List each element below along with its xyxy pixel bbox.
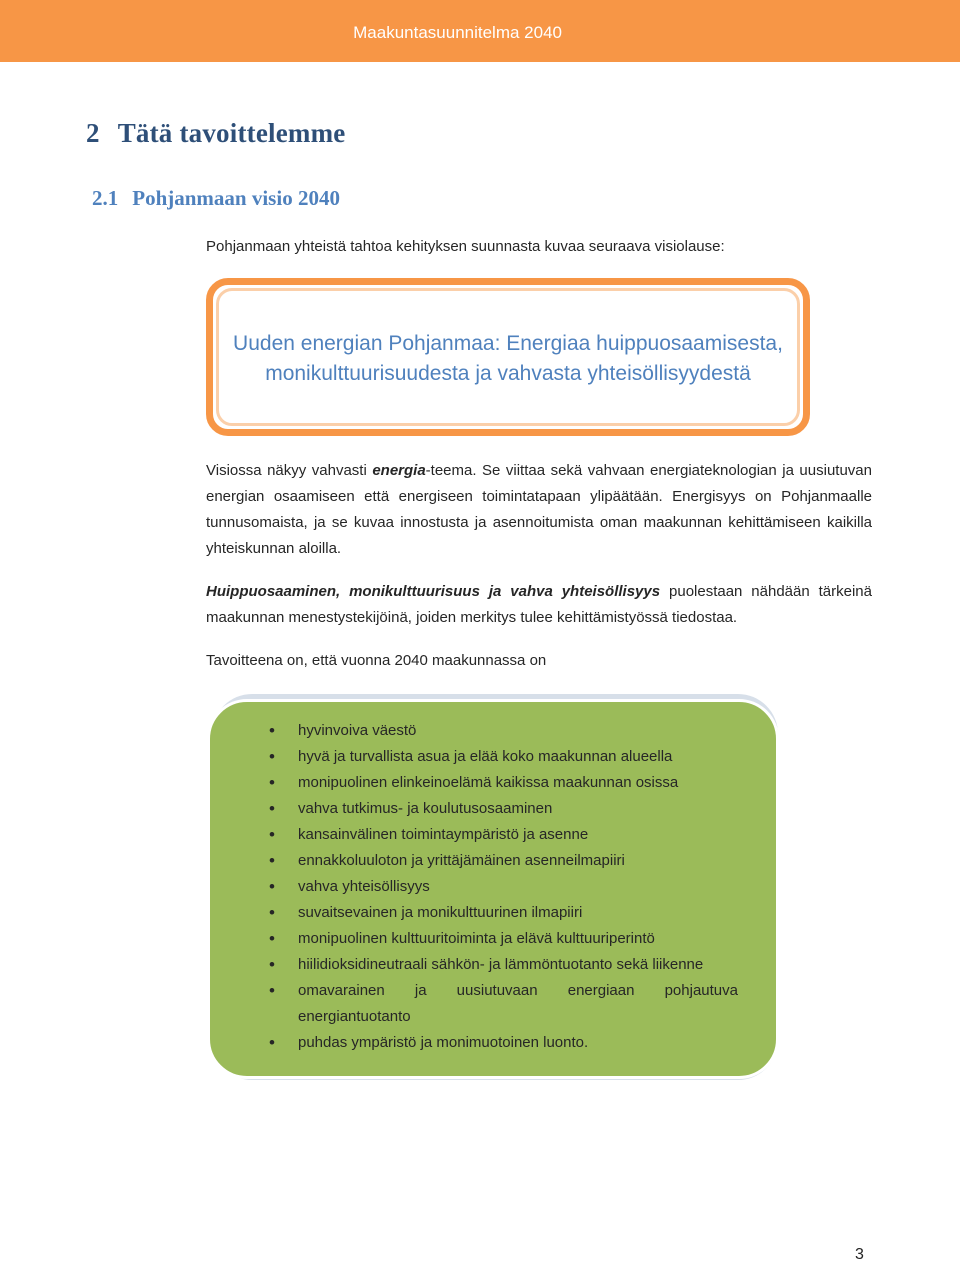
goal-item: • hiilidioksidineutraali sähkön- ja lämmöntuotanto sekä liikenne <box>248 952 768 978</box>
header-title: Maakuntasuunnitelma 2040 <box>353 23 562 42</box>
goal-item: • suvaitsevainen ja monikulttuurinen ilmapiiri <box>248 900 768 926</box>
goal-item: • hyvä ja turvallista asua ja elää koko maakunnan alueella <box>248 744 768 770</box>
energy-emphasis: energia <box>372 462 426 479</box>
goal-item: • hyvinvoiva väestö <box>248 718 768 744</box>
section-title: Tätä tavoittelemme <box>117 118 346 148</box>
energy-paragraph-start: Visiossa näkyy vahvasti <box>206 462 373 479</box>
vision-line-2: monikulttuurisuudesta ja vahvasta yhteisöllisyydestä <box>265 362 751 385</box>
goals-intro: Tavoitteena on, että vuonna 2040 maakunnassa on <box>206 652 547 669</box>
intro-paragraph: Pohjanmaan yhteistä tahtoa kehityksen suunnasta kuvaa seuraava visiolause: <box>206 238 725 255</box>
goal-item: • monipuolinen kulttuuritoiminta ja elävä kulttuuriperintö <box>248 926 768 952</box>
subsection-number: 2.1 <box>92 186 119 210</box>
goal-item: • vahva yhteisöllisyys <box>248 874 768 900</box>
goal-item: • omavarainen ja uusiutuvaan energiaan pohjautuva energiantuotanto <box>248 978 768 1030</box>
subsection-title: Pohjanmaan visio 2040 <box>132 186 340 210</box>
success-factors-paragraph <box>206 579 872 631</box>
success-factors-emphasis: Huippuosaaminen, monikulttuurisuus ja vahva yhteisöllisyys <box>206 583 661 600</box>
section-number: 2 <box>86 118 100 148</box>
goal-item: • vahva tutkimus- ja koulutusosaaminen <box>248 796 768 822</box>
section-heading <box>86 118 345 149</box>
page-header <box>0 0 960 62</box>
goal-item: • kansainvälinen toimintaympäristö ja asenne <box>248 822 768 848</box>
vision-line-1: Uuden energian Pohjanmaa: Energiaa huippuosaamisesta, <box>233 332 783 355</box>
page-number: 3 <box>855 1246 864 1263</box>
goal-item: • ennakkoluuloton ja yrittäjämäinen asenneilmapiiri <box>248 848 768 874</box>
success-factors-rest: puolestaan nähdään tärkeinä maakunnan menestystekijöinä, joiden merkitys tulee kehittämistyössä tiedostaa. <box>206 583 872 626</box>
goals-list <box>248 718 768 1056</box>
goal-item: • puhdas ympäristö ja monimuotoinen luonto. <box>248 1030 768 1056</box>
goal-item: • monipuolinen elinkeinoelämä kaikissa maakunnan osissa <box>248 770 768 796</box>
vision-statement <box>213 329 803 389</box>
vision-statement-box <box>206 278 810 436</box>
energy-paragraph <box>206 458 872 562</box>
subsection-heading <box>92 186 340 211</box>
energy-paragraph-rest: -teema. Se viittaa sekä vahvaan energiateknologian ja uusiutuvan energian osaamiseen että energiseen toimintatapaan ylipäätään. Energisyys on Pohjanmaalle tunnusomaista, ja se kuvaa innostusta ja asennoitumista oman maakunnan kehittämiseen kaikilla yhteiskunnan aloilla. <box>206 462 872 557</box>
